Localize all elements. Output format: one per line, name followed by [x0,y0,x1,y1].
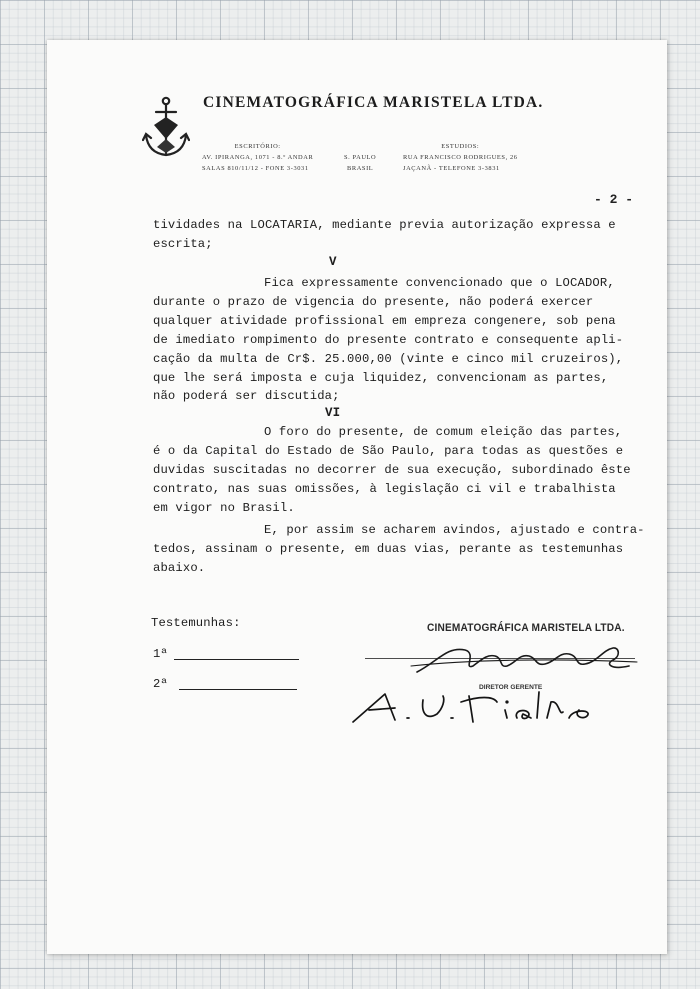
office-line-2: SALAS 810/11/12 - FONE 3-3031 [202,165,309,172]
director-role: DIRETOR GERENTE [479,684,543,691]
body-line: é o da Capital do Estado de São Paulo, para todas as questões e [153,444,624,458]
body-line: durante o prazo de vigencia do presente, não poderá exercer [153,295,594,309]
studio-label: ESTUDIOS: [441,143,480,150]
city-address [344,152,376,174]
office-address [202,141,313,174]
body-line: abaixo. [153,561,206,575]
body-line: qualquer atividade profissional em empreza congenere, sob pena [153,314,616,328]
studio-address [403,141,518,174]
studio-line-2: JAÇANÃ - TELEFONE 3-3831 [403,165,500,172]
witness-2-line [179,689,297,690]
body-line: contrato, nas suas omissões, à legislação ci vil e trabalhista [153,482,616,496]
witness-1-label: 1ª [153,647,168,661]
body-line: E, por assim se acharem avindos, ajustado e contra- [264,523,645,537]
body-line: em vigor no Brasil. [153,501,295,515]
company-stamp: CINEMATOGRÁFICA MARISTELA LTDA. [427,622,625,634]
studio-line-1: RUA FRANCISCO RODRIGUES, 26 [403,154,518,161]
office-line-1: AV. IPIRANGA, 1071 - 8.º ANDAR [202,154,314,161]
body-line: cação da multa de Cr$. 25.000,00 (vinte e cinco mil cruzeiros), [153,352,624,366]
office-label: ESCRITÓRIO: [234,143,281,150]
company-name: CINEMATOGRÁFICA MARISTELA LTDA. [203,94,544,111]
witness-1-line [174,659,299,660]
second-signature [347,688,627,728]
body-line: tividades na LOCATARIA, mediante previa autorização expressa e [153,218,616,232]
document-page [47,40,667,954]
city-line-1: S. PAULO [344,154,377,161]
witness-2-label: 2ª [153,677,168,691]
section-vi-heading: VI [325,406,341,420]
body-line: duvidas suscitadas no decorrer de sua execução, subordinado êste [153,463,631,477]
body-line: não poderá ser discutida; [153,389,340,403]
body-line: de imediato rompimento do presente contrato e consequente apli- [153,333,624,347]
city-line-2: BRASIL [346,165,374,172]
body-line: Fica expressamente convencionado que o LOCADOR, [264,276,615,290]
director-signature [407,636,647,682]
page-number: - 2 - [593,192,633,207]
body-line: O foro do presente, de comum eleição das partes, [264,425,623,439]
body-line: tedos, assinam o presente, em duas vias, perante as testemunhas [153,542,624,556]
section-v-heading: V [329,255,337,269]
witnesses-label: Testemunhas: [151,616,241,630]
anchor-logo-icon [142,95,190,163]
body-line: que lhe será imposta e cuja liquidez, convencionam as partes, [153,371,609,385]
body-line: escrita; [153,237,213,251]
